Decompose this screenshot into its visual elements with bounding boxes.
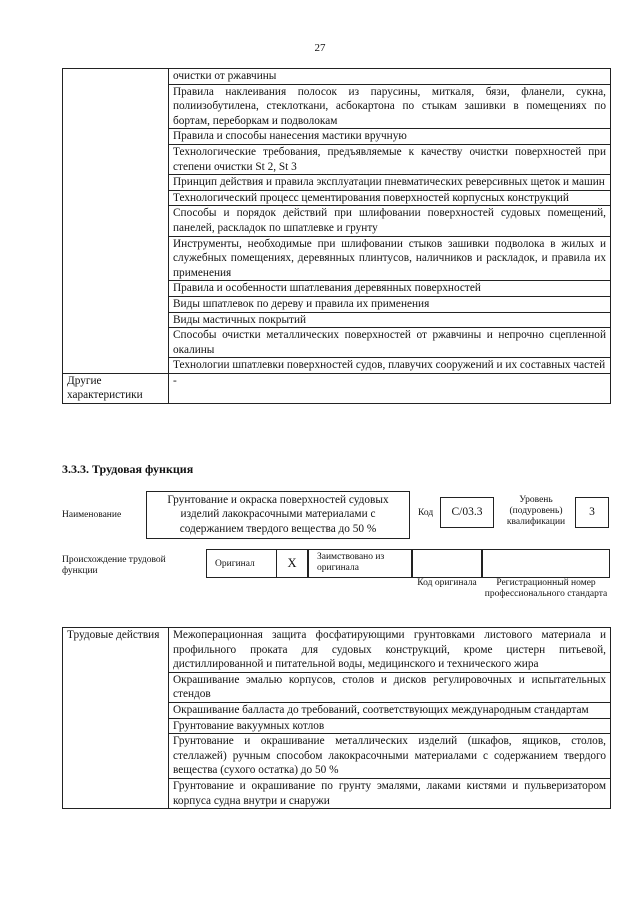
function-code-value: С/03.3 [440, 497, 494, 528]
knowledge-item: Способы и порядок действий при шлифовании поверхностей судовых помещений, панелей, раскладок по шпатлевке и грунту [169, 206, 611, 236]
labor-action-item: Грунтование и окрашивание металлических изделий (шкафов, ящиков, столов, стеллажей) ручным способом лакокрасочными материалами с содержанием твердого вещества (сухого остатка) до 50 % [169, 734, 611, 779]
other-characteristics-label: Другие характеристики [63, 373, 169, 403]
name-label: Наименование [62, 510, 122, 520]
labor-actions-label: Трудовые действия [63, 628, 169, 809]
labor-action-item: Грунтование вакуумных котлов [169, 718, 611, 734]
borrowed-label: Заимствовано из оригинала [317, 552, 385, 573]
labor-action-item: Окрашивание эмалью корпусов, столов и дисков регулировочных и испытательных стендов [169, 672, 611, 702]
knowledge-item: Виды шпатлевок по дереву и правила их применения [169, 296, 611, 312]
page-number: 27 [314, 42, 326, 54]
borrowed-cell [308, 549, 412, 578]
table-row [63, 69, 611, 85]
function-name-value: Грунтование и окраска поверхностей судовых изделий лакокрасочными материалами с содержанием твердого вещества до 50 % [146, 491, 410, 539]
labor-action-item: Грунтование и окрашивание по грунту эмалями, лаками кистями и пульверизатором корпуса судна внутри и снаружи [169, 778, 611, 808]
labor-actions-table [62, 627, 611, 809]
code-original-label: Код оригинала [417, 578, 477, 588]
knowledge-item: Правила и способы нанесения мастики вручную [169, 129, 611, 145]
knowledge-item: Правила наклеивания полосок из парусины, миткаля, бязи, фланели, сукна, полиизобутилена, стеклоткани, асбокартона по стыкам зашивки в помещениях по бортам, переборкам и подволокам [169, 84, 611, 129]
labor-action-item: Окрашивание балласта до требований, соответствующих международным стандартам [169, 702, 611, 718]
knowledge-item: Технологический процесс цементирования поверхностей корпусных конструкций [169, 190, 611, 206]
knowledge-item: Правила и особенности шпатлевания деревянных поверхностей [169, 281, 611, 297]
qualification-level-value: 3 [575, 497, 609, 528]
other-characteristics-value: - [169, 373, 611, 403]
code-original-cell [412, 549, 482, 578]
original-label: Оригинал [215, 559, 255, 569]
registration-number-label: Регистрационный номер профессионального стандарта [484, 578, 608, 599]
knowledge-item: Технологии шпатлевки поверхностей судов, плавучих сооружений и их составных частей [169, 358, 611, 374]
knowledge-item: Технологические требования, предъявляемые к качеству очистки поверхностей при степени очистки St 2, St 3 [169, 144, 611, 174]
section-title: 3.3.3. Трудовая функция [62, 462, 194, 476]
knowledge-item: Способы очистки металлических поверхностей от ржавчины и непрочно сцепленной окалины [169, 328, 611, 358]
row-label-cell [63, 69, 169, 374]
original-mark: X [276, 549, 308, 578]
knowledge-item: очистки от ржавчины [169, 69, 611, 85]
code-label: Код [418, 508, 434, 518]
origin-label: Происхождение трудовой функции [62, 555, 166, 576]
table-row [63, 628, 611, 673]
qualification-level-label: Уровень (подуровень) квалификации [506, 495, 566, 527]
table-row [63, 373, 611, 403]
knowledge-item: Инструменты, необходимые при шлифовании стыков зашивки подволока в жилых и служебных помещениях, деревянных плинтусов, наличников и раскладок, и правила их применения [169, 236, 611, 281]
registration-number-cell [482, 549, 610, 578]
knowledge-item: Виды мастичных покрытий [169, 312, 611, 328]
labor-action-item: Межоперационная защита фосфатирующими грунтовками листового материала и профильного проката для судовых конструкций, кроме цистерн питьевой, дистиллированной и питательной воды, медицинского и технического жира [169, 628, 611, 673]
knowledge-table [62, 68, 611, 404]
knowledge-item: Принцип действия и правила эксплуатации пневматических реверсивных щеток и машин [169, 175, 611, 191]
